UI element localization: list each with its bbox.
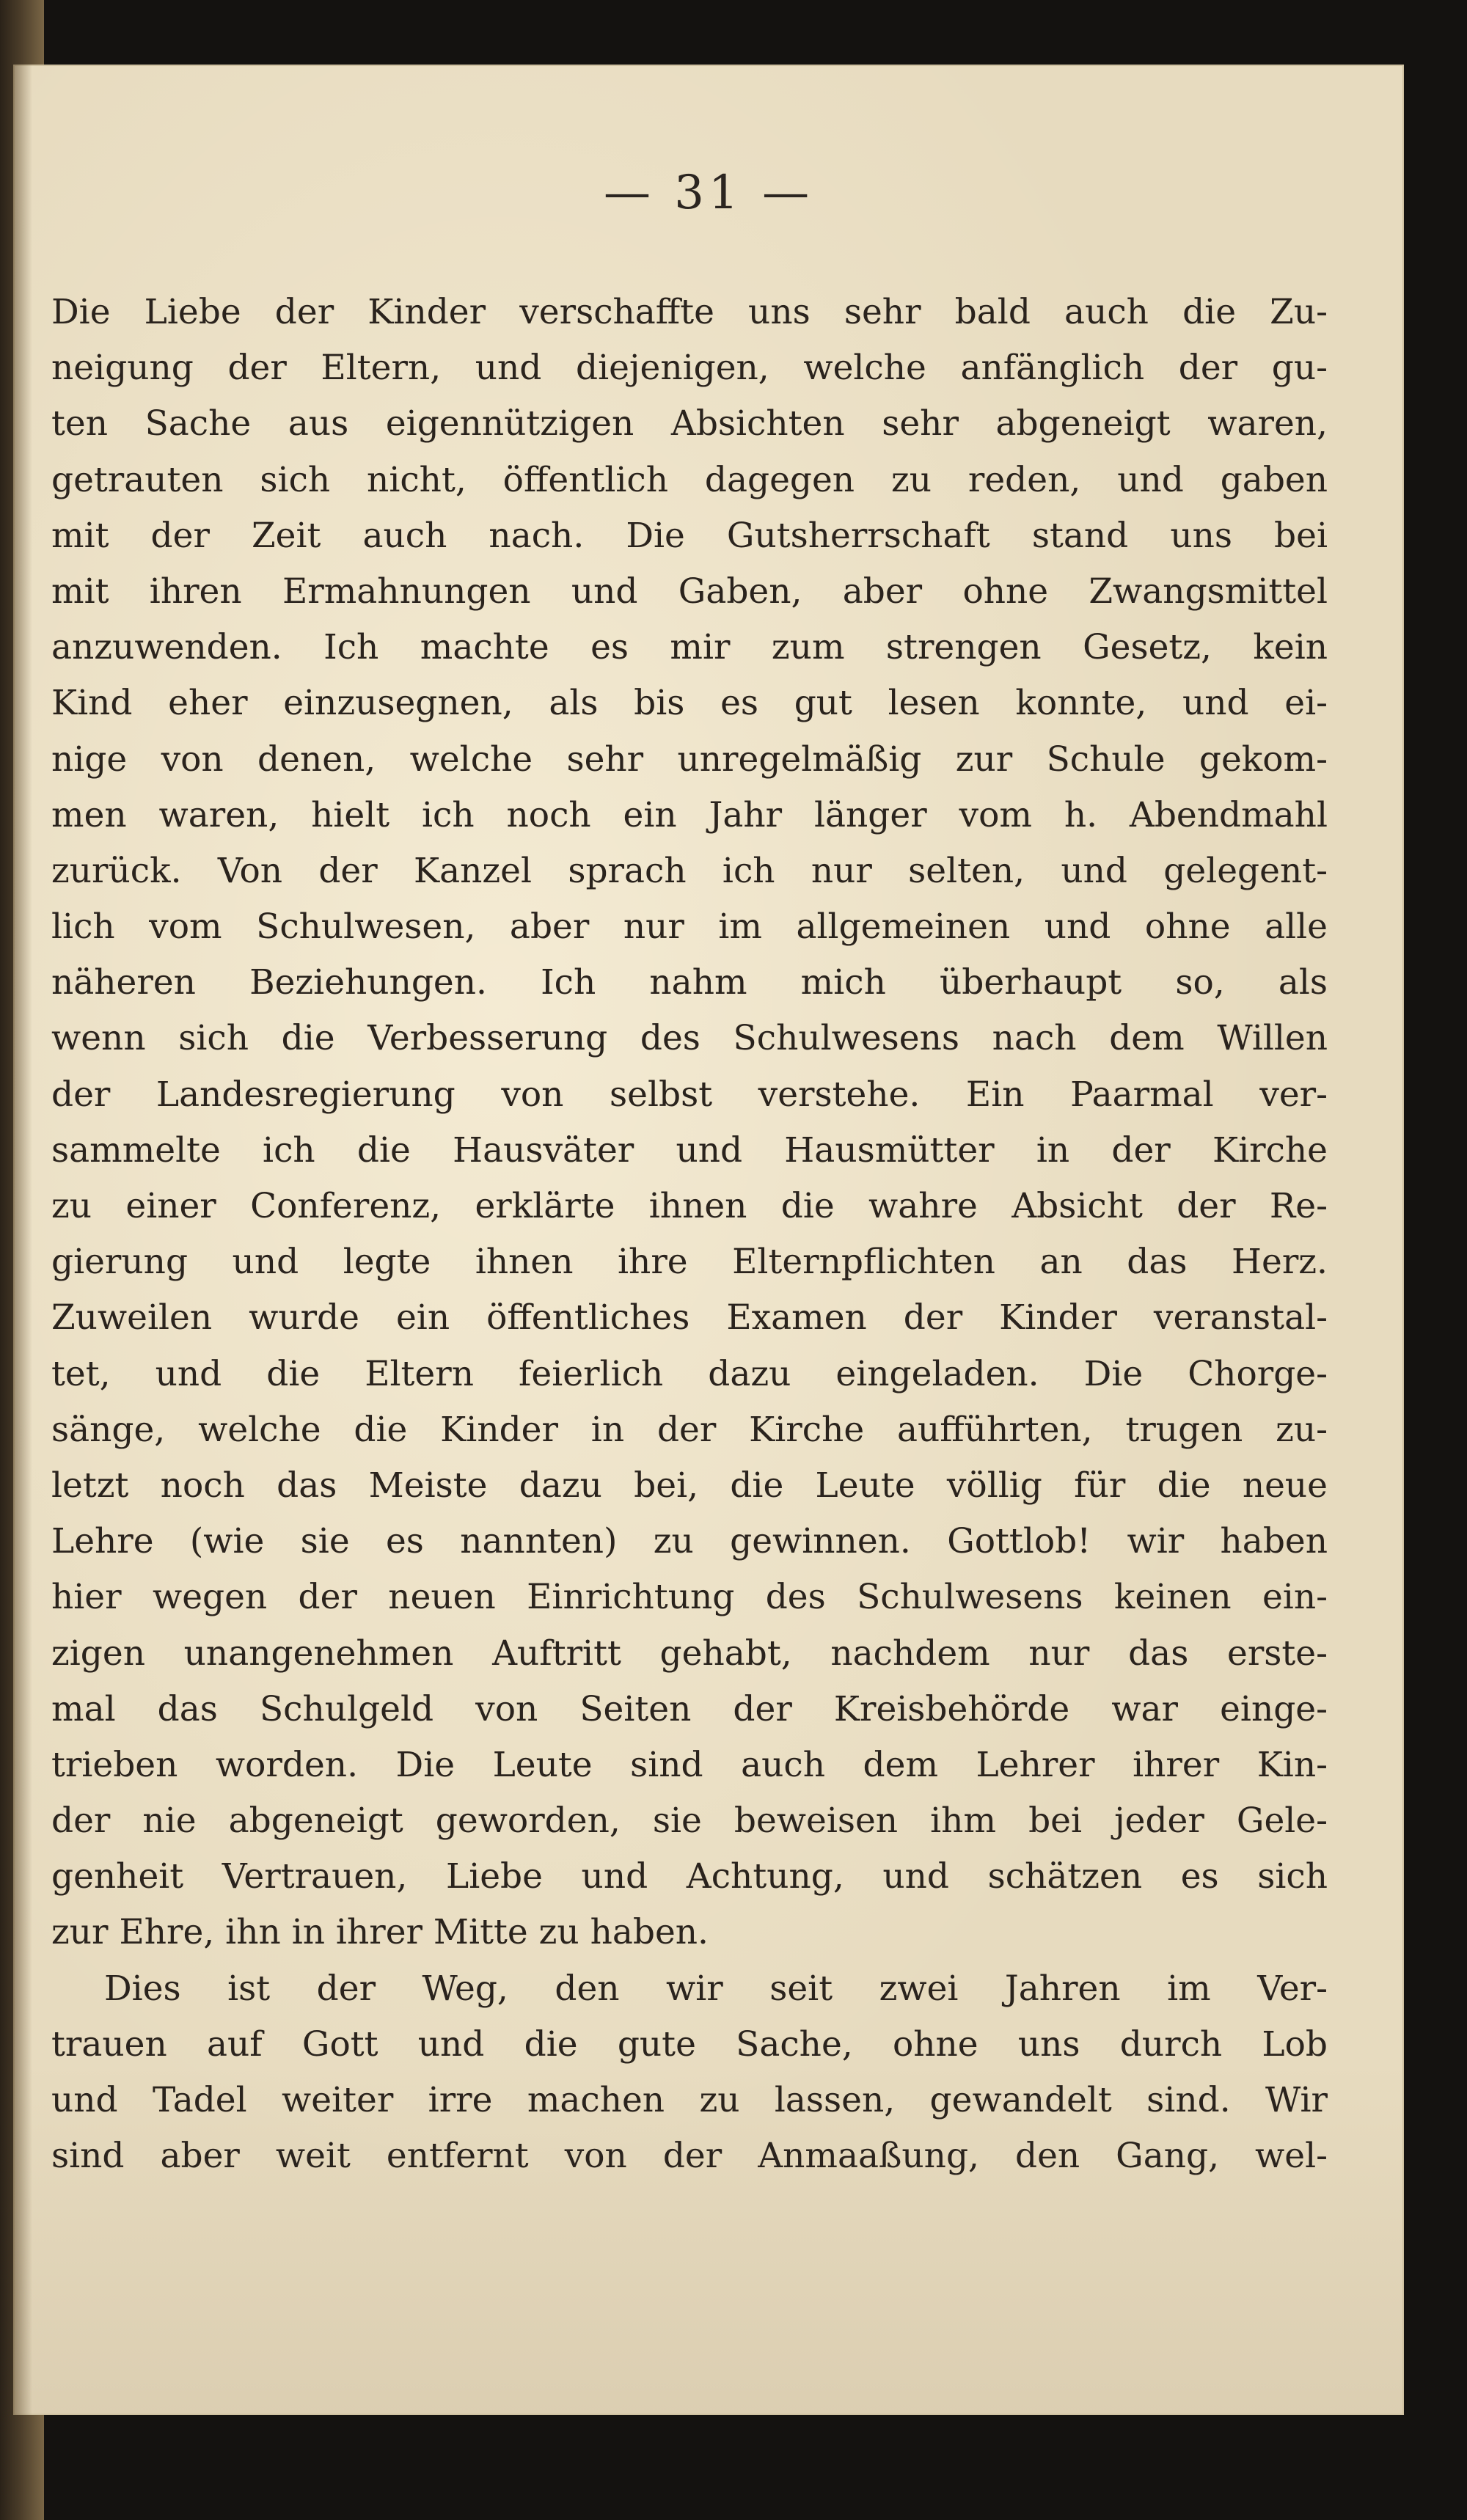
- text-line: sammelte ich die Hausväter und Hausmütter in der Kirche: [51, 1129, 1328, 1171]
- text-line: mit der Zeit auch nach. Die Gutsherrschaft stand uns bei: [51, 515, 1328, 556]
- text-line: wenn sich die Verbesserung des Schulwesens nach dem Willen: [51, 1018, 1328, 1059]
- text-line: und Tadel weiter irre machen zu lassen, gewandelt sind. Wir: [51, 2080, 1328, 2120]
- text-line: zurück. Von der Kanzel sprach ich nur selten, und gelegent-: [51, 850, 1328, 891]
- text-line: gierung und legte ihnen ihre Elternpflichten an das Herz.: [51, 1242, 1328, 1283]
- text-line: näheren Beziehungen. Ich nahm mich überhaupt so, als: [51, 962, 1328, 1003]
- text-line: zu einer Conferenz, erklärte ihnen die wahre Absicht der Re-: [51, 1186, 1328, 1226]
- text-line: Die Liebe der Kinder verschaffte uns sehr bald auch die Zu-: [51, 292, 1328, 332]
- text-line: getrauten sich nicht, öffentlich dagegen zu reden, und gaben: [51, 459, 1328, 500]
- text-line: mit ihren Ermahnungen und Gaben, aber ohne Zwangsmittel: [51, 571, 1328, 612]
- text-line: sänge, welche die Kinder in der Kirche aufführten, trugen zu-: [51, 1409, 1328, 1450]
- text-line: lich vom Schulwesen, aber nur im allgemeinen und ohne alle: [51, 906, 1328, 948]
- page-gutter-shadow: [13, 65, 32, 2415]
- text-line: Kind eher einzusegnen, als bis es gut lesen konnte, und ei-: [51, 683, 1328, 724]
- text-line: sind aber weit entfernt von der Anmaaßung, den Gang, wel-: [51, 2136, 1328, 2177]
- text-line: der nie abgeneigt geworden, sie beweisen ihm bei jeder Gele-: [51, 1801, 1328, 1842]
- text-line: der Landesregierung von selbst verstehe. Ein Paarmal ver-: [51, 1074, 1328, 1115]
- body-text: [51, 285, 1328, 2184]
- text-line: ten Sache aus eigennützigen Absichten sehr abgeneigt waren,: [51, 403, 1328, 444]
- text-line: Lehre (wie sie es nannten) zu gewinnen. Gottlob! wir haben: [51, 1521, 1328, 1562]
- text-line: Zuweilen wurde ein öffentliches Examen der Kinder veranstal-: [51, 1297, 1328, 1338]
- text-line: zur Ehre, ihn in ihrer Mitte zu haben.: [51, 1912, 709, 1953]
- text-line: hier wegen der neuen Einrichtung des Schulwesens keinen ein-: [51, 1577, 1328, 1618]
- text-line: tet, und die Eltern feierlich dazu eingeladen. Die Chorge-: [51, 1353, 1328, 1394]
- text-line: zigen unangenehmen Auftritt gehabt, nachdem nur das erste-: [51, 1633, 1328, 1674]
- text-line: anzuwenden. Ich machte es mir zum strengen Gesetz, kein: [51, 627, 1328, 668]
- paragraph-first-line: Dies ist der Weg, den wir seit zwei Jahren im Ver-: [104, 1968, 1328, 2009]
- text-line: men waren, hielt ich noch ein Jahr länger vom h. Abendmahl: [51, 794, 1328, 835]
- page-number: — 31 —: [603, 166, 814, 220]
- text-line: mal das Schulgeld von Seiten der Kreisbehörde war einge-: [51, 1688, 1328, 1729]
- text-line: trieben worden. Die Leute sind auch dem Lehrer ihrer Kin-: [51, 1744, 1328, 1785]
- text-line: nige von denen, welche sehr unregelmäßig zur Schule gekom-: [51, 739, 1328, 780]
- book-page: [13, 65, 1404, 2415]
- text-line: letzt noch das Meiste dazu bei, die Leute völlig für die neue: [51, 1465, 1328, 1506]
- text-line: trauen auf Gott und die gute Sache, ohne uns durch Lob: [51, 2023, 1328, 2065]
- text-line: neigung der Eltern, und diejenigen, welche anfänglich der gu-: [51, 348, 1328, 389]
- text-line: genheit Vertrauen, Liebe und Achtung, und schätzen es sich: [51, 1856, 1328, 1897]
